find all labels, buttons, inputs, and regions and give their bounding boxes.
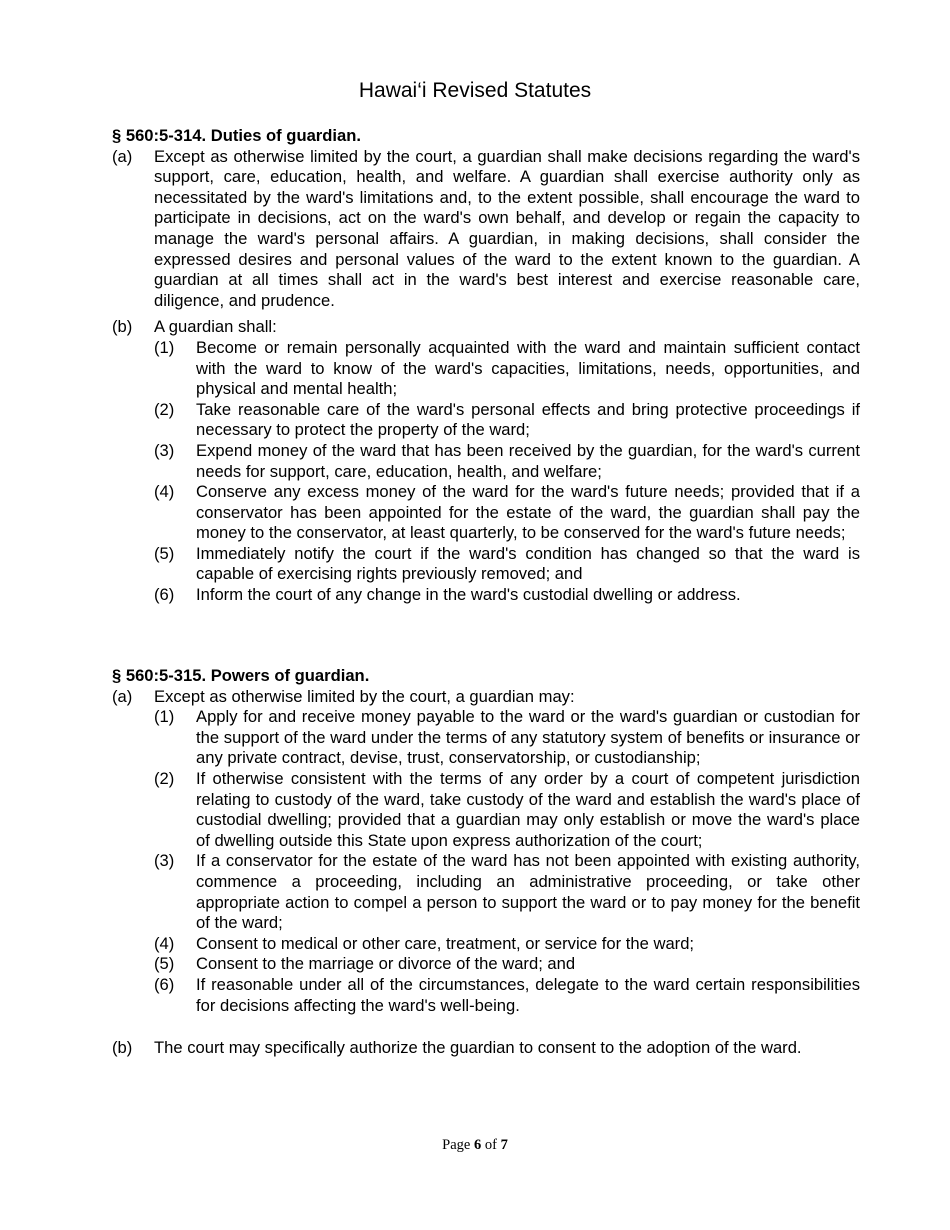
page-word: Page [442,1137,471,1153]
item-text: Immediately notify the court if the ward's condition has changed so that the ward is capable of exercising rights previously removed; and [196,543,860,584]
list-item [112,975,860,1016]
item-text: Expend money of the ward that has been received by the guardian, for the ward's current needs for support, care, education, health, and welfare; [196,440,860,481]
item-text: Become or remain personally acquainted with the ward and maintain sufficient contact with the ward to know of the ward's capacities, limitations, needs, opportunities, and physical and mental health; [196,337,860,399]
subsection-text: A guardian shall: [154,317,277,337]
list-item [112,338,860,400]
subsection-a [112,147,860,312]
item-text: If otherwise consistent with the terms of any order by a court of competent jurisdiction relating to custody of the ward, take custody of the ward and establish the ward's place of custodial dwelling; provided that a guardian may only establish or move the ward's place of dwelling outside this State upon express authorization of the court; [196,768,860,850]
list-item [112,934,860,955]
item-text: Inform the court of any change in the ward's custodial dwelling or address. [196,585,741,605]
item-label: (2) [154,768,175,788]
item-label: (2) [154,399,175,419]
total-pages: 7 [500,1137,508,1153]
item-text: Consent to the marriage or divorce of the ward; and [196,954,576,974]
of-word: of [484,1137,497,1153]
subsection-label: (a) [112,686,133,706]
subsection-text: The court may specifically authorize the guardian to consent to the adoption of the ward. [154,1038,802,1058]
section-560-5-314 [112,126,860,606]
item-text: Take reasonable care of the ward's personal effects and bring protective proceedings if necessary to protect the property of the ward; [196,399,860,440]
subsection-label: (b) [112,1038,133,1058]
list-item [112,441,860,482]
subsection-label: (b) [112,317,133,337]
subsection-b [112,1038,860,1059]
item-label: (6) [154,585,175,605]
section-heading: § 560:5-314. Duties of guardian. [112,126,361,145]
item-text: If a conservator for the estate of the ward has not been appointed with existing authority, commence a proceeding, including an administrative proceeding, or take other appropriate action to compel a person to support the ward or to pay money for the benefit of the ward; [196,851,860,933]
list-item [112,585,860,606]
item-label: (5) [154,543,175,563]
subsection-text: Except as otherwise limited by the court, a guardian shall make decisions regarding the ward's support, care, education, health, and welfare. A guardian shall exercise authority only as necessitated by the ward's limitations and, to the extent possible, shall encourage the ward to participate in decisions, act on the ward's own behalf, and develop or regain the capacity to manage the ward's personal affairs. A guardian, in making decisions, shall consider the expressed desires and personal values of the ward to the extent known to the guardian. A guardian at all times shall act in the ward's best interest and exercise reasonable care, diligence, and prudence. [154,146,860,310]
section-heading: § 560:5-315. Powers of guardian. [112,666,370,685]
item-label: (6) [154,974,175,994]
item-text: Apply for and receive money payable to the ward or the ward's guardian or custodian for the support of the ward under the terms of any statutory system of benefits or insurance or any private contract, devise, trust, conservatorship, or custodianship; [196,707,860,768]
section-560-5-315 [112,666,860,1059]
item-label: (4) [154,482,175,502]
subsection-label: (a) [112,146,133,166]
subsection-b [112,317,860,338]
list-item [112,769,860,851]
item-label: (4) [154,933,175,953]
list-item [112,707,860,769]
list-item [112,482,860,544]
list-item [112,954,860,975]
list-item [112,544,860,585]
item-label: (1) [154,337,175,357]
item-text: If reasonable under all of the circumstances, delegate to the ward certain responsibilities for decisions affecting the ward's well-being. [196,974,860,1015]
subsection-text: Except as otherwise limited by the court, a guardian may: [154,686,575,706]
item-text: Consent to medical or other care, treatment, or service for the ward; [196,933,695,953]
list-item [112,851,860,933]
item-label: (1) [154,707,175,727]
list-item [112,400,860,441]
page-footer [0,1136,950,1154]
page-number: 6 [473,1137,482,1153]
item-label: (5) [154,954,175,974]
document-title: Hawai‘i Revised Statutes [358,79,592,102]
item-label: (3) [154,851,175,871]
item-text: Conserve any excess money of the ward for the ward's future needs; provided that if a conservator has been appointed for the estate of the ward, the guardian shall pay the money to the conservator, at least quarterly, to be conserved for the ward's future needs; [196,482,860,543]
item-label: (3) [154,440,175,460]
subsection-a [112,687,860,708]
